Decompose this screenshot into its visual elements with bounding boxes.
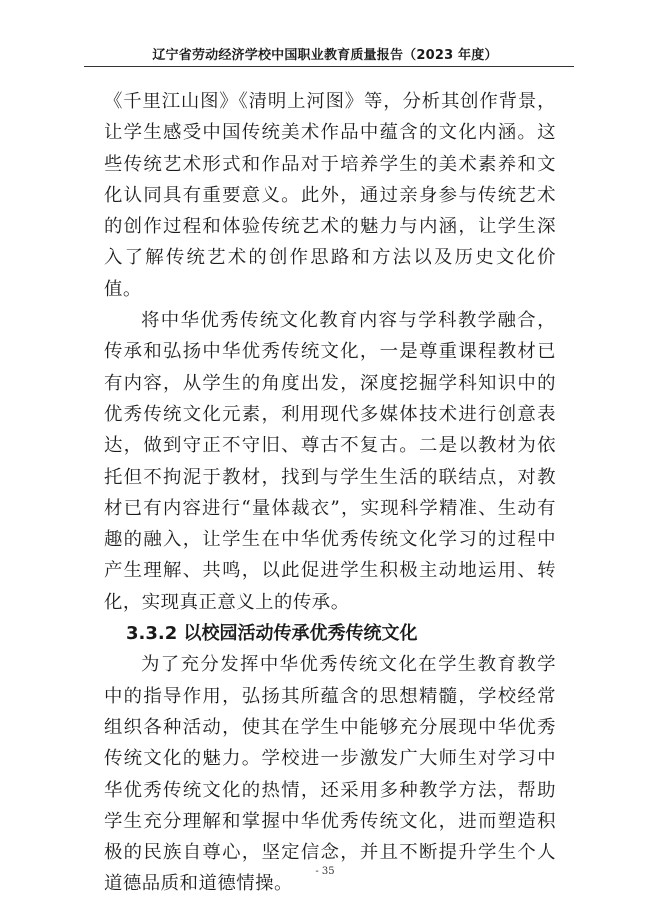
paragraph-campus-activities: 为了充分发挥中华优秀传统文化在学生教育教学中的指导作用，弘扬其所蕴含的思想精髓，学校经常组织各种活动，使其在学生中能够充分展现中华优秀传统文化的魅力。学校进一步激发广大师生对学习中华优秀传统文化的热情，还采用多种教学方法，帮助学生充分理解和掌握中华优秀传统文化，进而塑造积极的民族自尊心，坚定信念，并且不断提升学生个人道德品质和道德情操。 xyxy=(104,654,556,895)
page-number: - 35 xyxy=(315,866,335,877)
paragraph-continued: 《千里江山图》《清明上河图》等，分析其创作背景，让学生感受中国传统美术作品中蕴含的文化内涵。这些传统艺术形式和作品对于培养学生的美术素养和文化认同具有重要意义。此外，通过亲身参与传统艺术的创作过程和体验传统艺术的魅力与内涵，让学生深入了解传统艺术的创作思路和方法以及历史文化价值。 xyxy=(104,91,556,300)
body-text xyxy=(104,86,556,900)
running-header: 辽宁省劳动经济学校中国职业教育质量报告（2023 年度） xyxy=(152,48,498,63)
paragraph-integration: 将中华优秀传统文化教育内容与学科教学融合，传承和弘扬中华优秀传统文化，一是尊重课程教材已有内容，从学生的角度出发，深度挖掘学科知识中的优秀传统文化元素，利用现代多媒体技术进行创意表达，做到守正不守旧、尊古不复古。二是以教材为依托但不拘泥于教材，找到与学生生活的联结点，对教材已有内容进行“量体裁衣”，实现科学精准、生动有趣的融入，让学生在中华优秀传统文化学习的过程中产生理解、共鸣，以此促进学生积极主动地运用、转化，实现真正意义上的传承。 xyxy=(104,310,556,613)
section-heading: 3.3.2 以校园活动传承优秀传统文化 xyxy=(126,623,418,645)
header-divider xyxy=(84,66,574,67)
